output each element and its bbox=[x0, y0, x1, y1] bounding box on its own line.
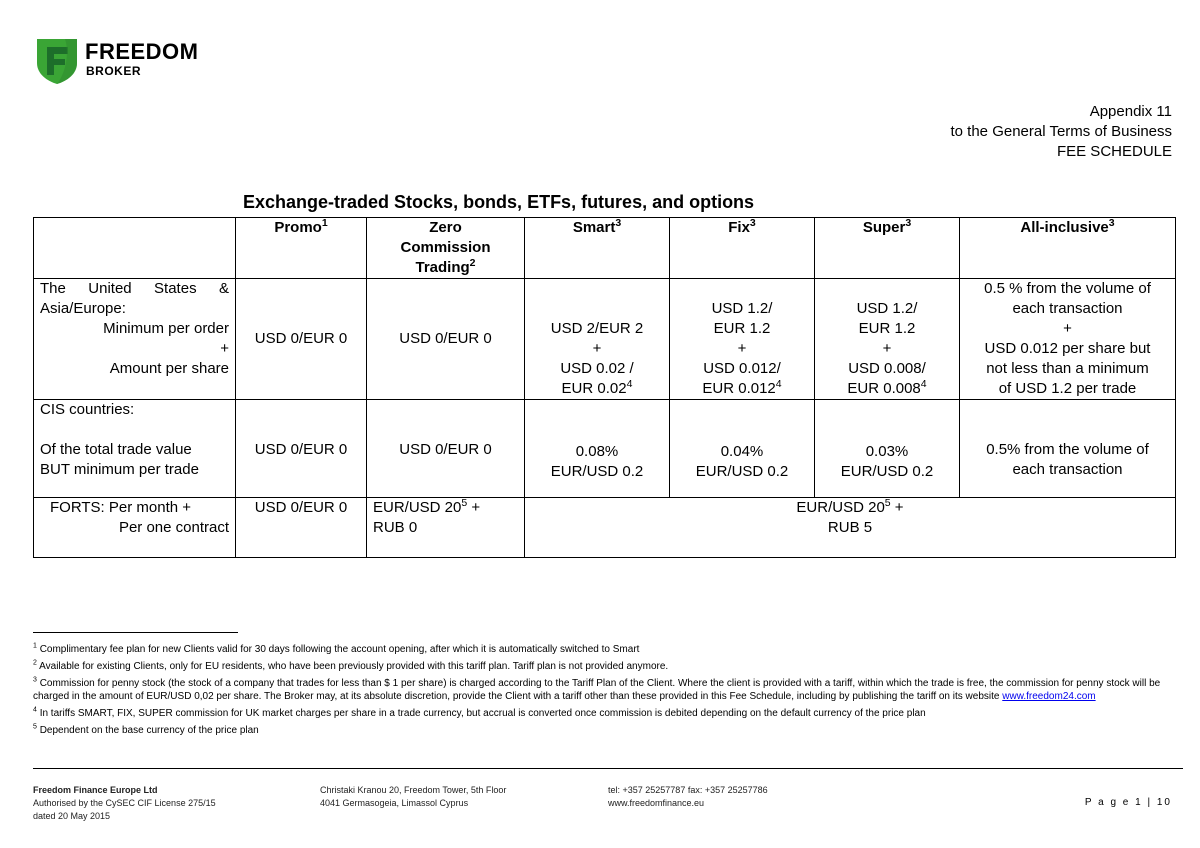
row-us-fix: USD 1.2/ EUR 1.2 + USD 0.012/ EUR 0.012$^4$ bbox=[670, 279, 815, 400]
footnotes bbox=[33, 643, 1173, 741]
footer-dated: dated 20 May 2015 bbox=[33, 811, 111, 821]
row-us-label: The United States & Asia/Europe: Minimum per order + Amount per share bbox=[34, 279, 236, 400]
footnote-3: $^3$ Commission for penny stock (the stock of a company that trades for less than $ 1 per share) is charged according to the Tariff Plan of the Client. Where the client is provided with a tariff, within which the trade is free, the commission for penny stock will be charged in the amount of EUR/USD 0,02 per share. The Broker may, at its absolute discretion, provide the Client with a tariff other than these provided in this Fee Schedule, including by publishing the tariff on its website www.freedom24.com bbox=[33, 676, 1161, 702]
shield-icon bbox=[35, 37, 79, 85]
footer-address-line1: Christaki Kranou 20, Freedom Tower, 5th Floor bbox=[320, 785, 507, 795]
row-cis-smart: 0.08% EUR/USD 0.2 bbox=[525, 400, 670, 498]
header-zero: Zero Commission Trading$^2$ bbox=[367, 218, 525, 279]
table-row-us bbox=[34, 279, 1176, 400]
row-cis-super: 0.03% EUR/USD 0.2 bbox=[815, 400, 960, 498]
website-link[interactable]: www.freedom24.com bbox=[1002, 691, 1096, 702]
footnote-separator bbox=[33, 632, 238, 633]
footnote-5: $^5$ Dependent on the base currency of the price plan bbox=[33, 723, 259, 736]
footer-company: Freedom Finance Europe Ltd bbox=[33, 785, 158, 795]
table-row-forts bbox=[34, 498, 1176, 558]
row-cis-label: CIS countries: Of the total trade value BUT minimum per trade bbox=[34, 400, 236, 498]
table-title: Exchange-traded Stocks, bonds, ETFs, futures, and options bbox=[243, 192, 755, 212]
appendix-number: Appendix 11 bbox=[1089, 103, 1172, 120]
row-us-super: USD 1.2/ EUR 1.2 + USD 0.008/ EUR 0.008$^4$ bbox=[815, 279, 960, 400]
header-allin: All-inclusive$^3$ bbox=[960, 218, 1176, 279]
row-cis-allin: 0.5% from the volume of each transaction bbox=[960, 400, 1176, 498]
freedom-broker-logo bbox=[35, 37, 205, 87]
footer-website: www.freedomfinance.eu bbox=[608, 798, 705, 808]
row-forts-zero: EUR/USD $20^5$ + RUB 0 bbox=[367, 498, 525, 558]
header-row bbox=[34, 218, 1176, 279]
row-us-smart: USD 2/EUR 2 + USD 0.02 / EUR 0.02$^4$ bbox=[525, 279, 670, 400]
row-cis-zero: USD 0/EUR 0 bbox=[367, 400, 525, 498]
header-fix: Fix$^3$ bbox=[670, 218, 815, 279]
footer-address-line2: 4041 Germasogeia, Limassol Cyprus bbox=[320, 798, 469, 808]
footer-address-block bbox=[320, 784, 506, 810]
logo-line2: BROKER bbox=[86, 64, 142, 78]
footer-contact-block bbox=[608, 784, 768, 810]
row-us-zero: USD 0/EUR 0 bbox=[367, 279, 525, 400]
logo-line1: FREEDOM bbox=[85, 39, 199, 64]
appendix-schedule: FEE SCHEDULE bbox=[1056, 143, 1172, 160]
footer-separator bbox=[33, 768, 1183, 769]
row-us-promo: USD 0/EUR 0 bbox=[236, 279, 367, 400]
row-forts-label: FORTS: Per month + Per one contract bbox=[34, 498, 236, 558]
footer-phone: tel: +357 25257787 fax: +357 25257786 bbox=[608, 785, 768, 795]
footnote-2: $^2$ Available for existing Clients, only for EU residents, who have been previously provided with this tariff plan. Tariff plan is not provided anymore. bbox=[33, 659, 669, 672]
appendix-heading bbox=[951, 102, 1173, 162]
header-empty bbox=[34, 218, 236, 279]
fee-table bbox=[33, 217, 1176, 558]
row-forts-promo: USD 0/EUR 0 bbox=[236, 498, 367, 558]
header-super: Super$^3$ bbox=[815, 218, 960, 279]
row-cis-promo: USD 0/EUR 0 bbox=[236, 400, 367, 498]
row-us-allin: 0.5 % from the volume of each transaction + USD 0.012 per share but not less than a minimum of USD 1.2 per trade bbox=[960, 279, 1176, 400]
header-smart: Smart$^3$ bbox=[525, 218, 670, 279]
row-cis-fix: 0.04% EUR/USD 0.2 bbox=[670, 400, 815, 498]
footnote-1: $^1$ Complimentary fee plan for new Clients valid for 30 days following the account opening, after which it is automatically switched to Smart bbox=[33, 642, 640, 655]
row-forts-other-plans: EUR/USD $20^5$ + RUB 5 bbox=[525, 498, 1176, 558]
footer-license: Authorised by the CySEC CIF License 275/15 bbox=[33, 798, 216, 808]
header-promo: Promo$^1$ bbox=[236, 218, 367, 279]
footnote-4: $^4$ In tariffs SMART, FIX, SUPER commission for UK market charges per share in a trade currency, but accrual is converted once commission is debited depending on the default currency of the price plan bbox=[33, 706, 926, 719]
table-row-cis bbox=[34, 400, 1176, 498]
page-number: P a g e 1 | 10 bbox=[1084, 797, 1172, 808]
appendix-terms: to the General Terms of Business bbox=[950, 123, 1172, 140]
footer-company-block bbox=[33, 784, 216, 823]
